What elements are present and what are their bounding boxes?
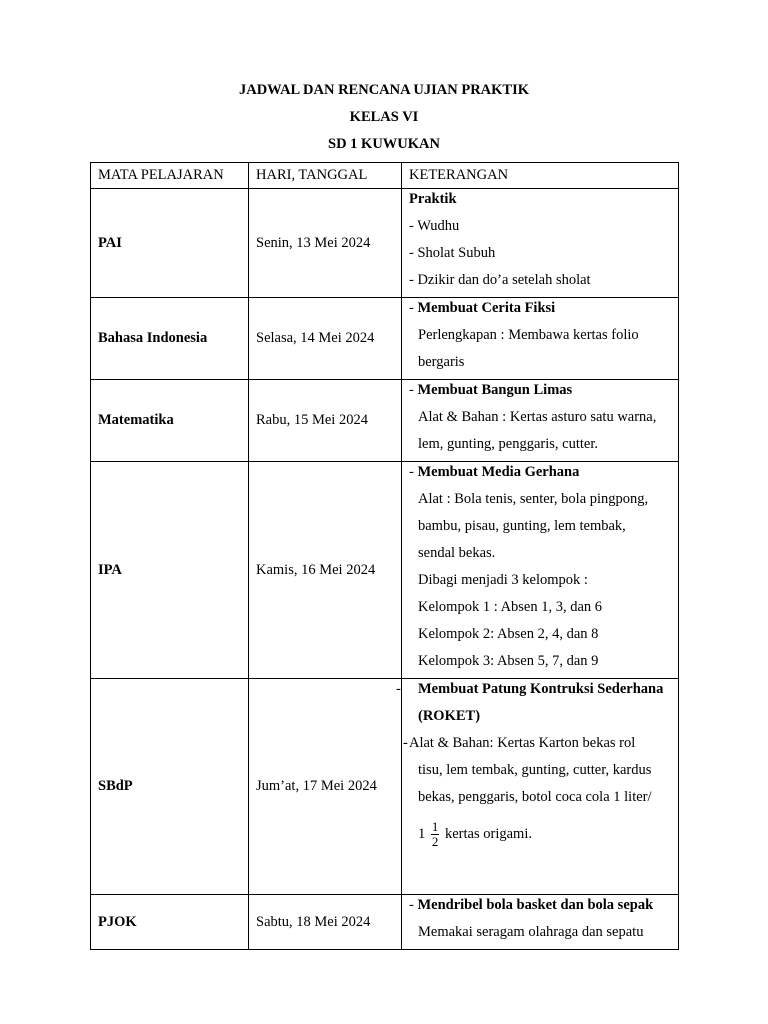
- notes-cell: [402, 462, 679, 679]
- table-row: [91, 380, 679, 462]
- subject-cell: PJOK: [91, 895, 249, 950]
- notes-line: bambu, pisau, gunting, lem tembak,: [418, 518, 626, 534]
- title-line-1: JADWAL DAN RENCANA UJIAN PRAKTIK: [238, 82, 530, 98]
- bullet-dash: -: [409, 464, 418, 480]
- notes-line: bergaris: [418, 354, 465, 370]
- notes-line: lem, gunting, penggaris, cutter.: [418, 436, 599, 452]
- schedule-table: [90, 162, 679, 950]
- table-row: [91, 189, 679, 298]
- bullet-dash: -: [403, 735, 408, 751]
- activity-title: Membuat Cerita Fiksi: [417, 300, 556, 316]
- origami-text: kertas origami.: [445, 826, 532, 842]
- notes-line: [403, 733, 671, 760]
- notes-line: Memakai seragam olahraga dan sepatu: [418, 924, 644, 940]
- notes-line: - Wudhu: [409, 218, 460, 234]
- table-row: [91, 298, 679, 380]
- document-title: [0, 79, 768, 160]
- notes-line: [409, 462, 671, 489]
- notes-line: - Dzikir dan do’a setelah sholat: [409, 272, 591, 288]
- notes-line: Praktik: [409, 191, 457, 207]
- notes-cell: [402, 380, 679, 462]
- notes-line: [409, 380, 671, 407]
- notes-line: bekas, penggaris, botol coca cola 1 liter/: [418, 789, 652, 805]
- notes-line: tisu, lem tembak, gunting, cutter, kardus: [418, 762, 652, 778]
- table-row: [91, 895, 679, 950]
- notes-cell: [402, 895, 679, 950]
- materials-text: Alat & Bahan: Kertas Karton bekas rol: [409, 735, 636, 751]
- notes-line: [409, 814, 671, 854]
- table-row: [91, 679, 679, 895]
- bullet-dash: -: [409, 897, 418, 913]
- notes-line: Alat : Bola tenis, senter, bola pingpong,: [418, 491, 649, 507]
- activity-title: Membuat Media Gerhana: [417, 464, 580, 480]
- notes-line: Perlengkapan : Membawa kertas folio: [418, 327, 639, 343]
- date-cell: Sabtu, 18 Mei 2024: [249, 895, 402, 950]
- subject-cell: SBdP: [91, 679, 249, 895]
- header-date: HARI, TANGGAL: [249, 163, 402, 189]
- notes-line: [396, 679, 671, 706]
- notes-line: Kelompok 3: Absen 5, 7, dan 9: [418, 653, 599, 669]
- date-cell: Kamis, 16 Mei 2024: [249, 462, 402, 679]
- notes-cell: [402, 298, 679, 380]
- notes-line: Kelompok 1 : Absen 1, 3, dan 6: [418, 599, 603, 615]
- fraction-denominator: 2: [431, 834, 439, 850]
- subject-cell: Bahasa Indonesia: [91, 298, 249, 380]
- notes-line: (ROKET): [418, 708, 481, 724]
- subject-cell: PAI: [91, 189, 249, 298]
- table-header-row: [91, 163, 679, 189]
- date-cell: Senin, 13 Mei 2024: [249, 189, 402, 298]
- table-row: [91, 462, 679, 679]
- bullet-dash: -: [396, 681, 401, 697]
- header-notes: KETERANGAN: [402, 163, 679, 189]
- notes-line: Dibagi menjadi 3 kelompok :: [418, 572, 588, 588]
- bullet-dash: -: [409, 300, 418, 316]
- subject-cell: IPA: [91, 462, 249, 679]
- notes-line: [409, 895, 671, 922]
- subject-cell: Matematika: [91, 380, 249, 462]
- notes-line: - Sholat Subuh: [409, 245, 496, 261]
- date-cell: Rabu, 15 Mei 2024: [249, 380, 402, 462]
- activity-title: Membuat Bangun Limas: [417, 382, 573, 398]
- fraction-numerator: 1: [431, 819, 439, 835]
- title-line-3: SD 1 KUWUKAN: [328, 136, 440, 152]
- date-cell: Jum’at, 17 Mei 2024: [249, 679, 402, 895]
- mixed-number-whole: 1: [418, 826, 426, 842]
- activity-title: Membuat Patung Kontruksi Sederhana: [418, 681, 664, 697]
- notes-line: [409, 298, 671, 325]
- notes-line: Alat & Bahan : Kertas asturo satu warna,: [418, 409, 657, 425]
- notes-cell: [402, 189, 679, 298]
- notes-line: sendal bekas.: [418, 545, 496, 561]
- header-subject: MATA PELAJARAN: [91, 163, 249, 189]
- bullet-dash: -: [409, 382, 418, 398]
- notes-cell: [396, 679, 679, 895]
- activity-title: Mendribel bola basket dan bola sepak: [417, 897, 654, 913]
- title-line-2: KELAS VI: [349, 109, 419, 125]
- fraction: [431, 820, 440, 849]
- date-cell: Selasa, 14 Mei 2024: [249, 298, 402, 380]
- notes-line: Kelompok 2: Absen 2, 4, dan 8: [418, 626, 599, 642]
